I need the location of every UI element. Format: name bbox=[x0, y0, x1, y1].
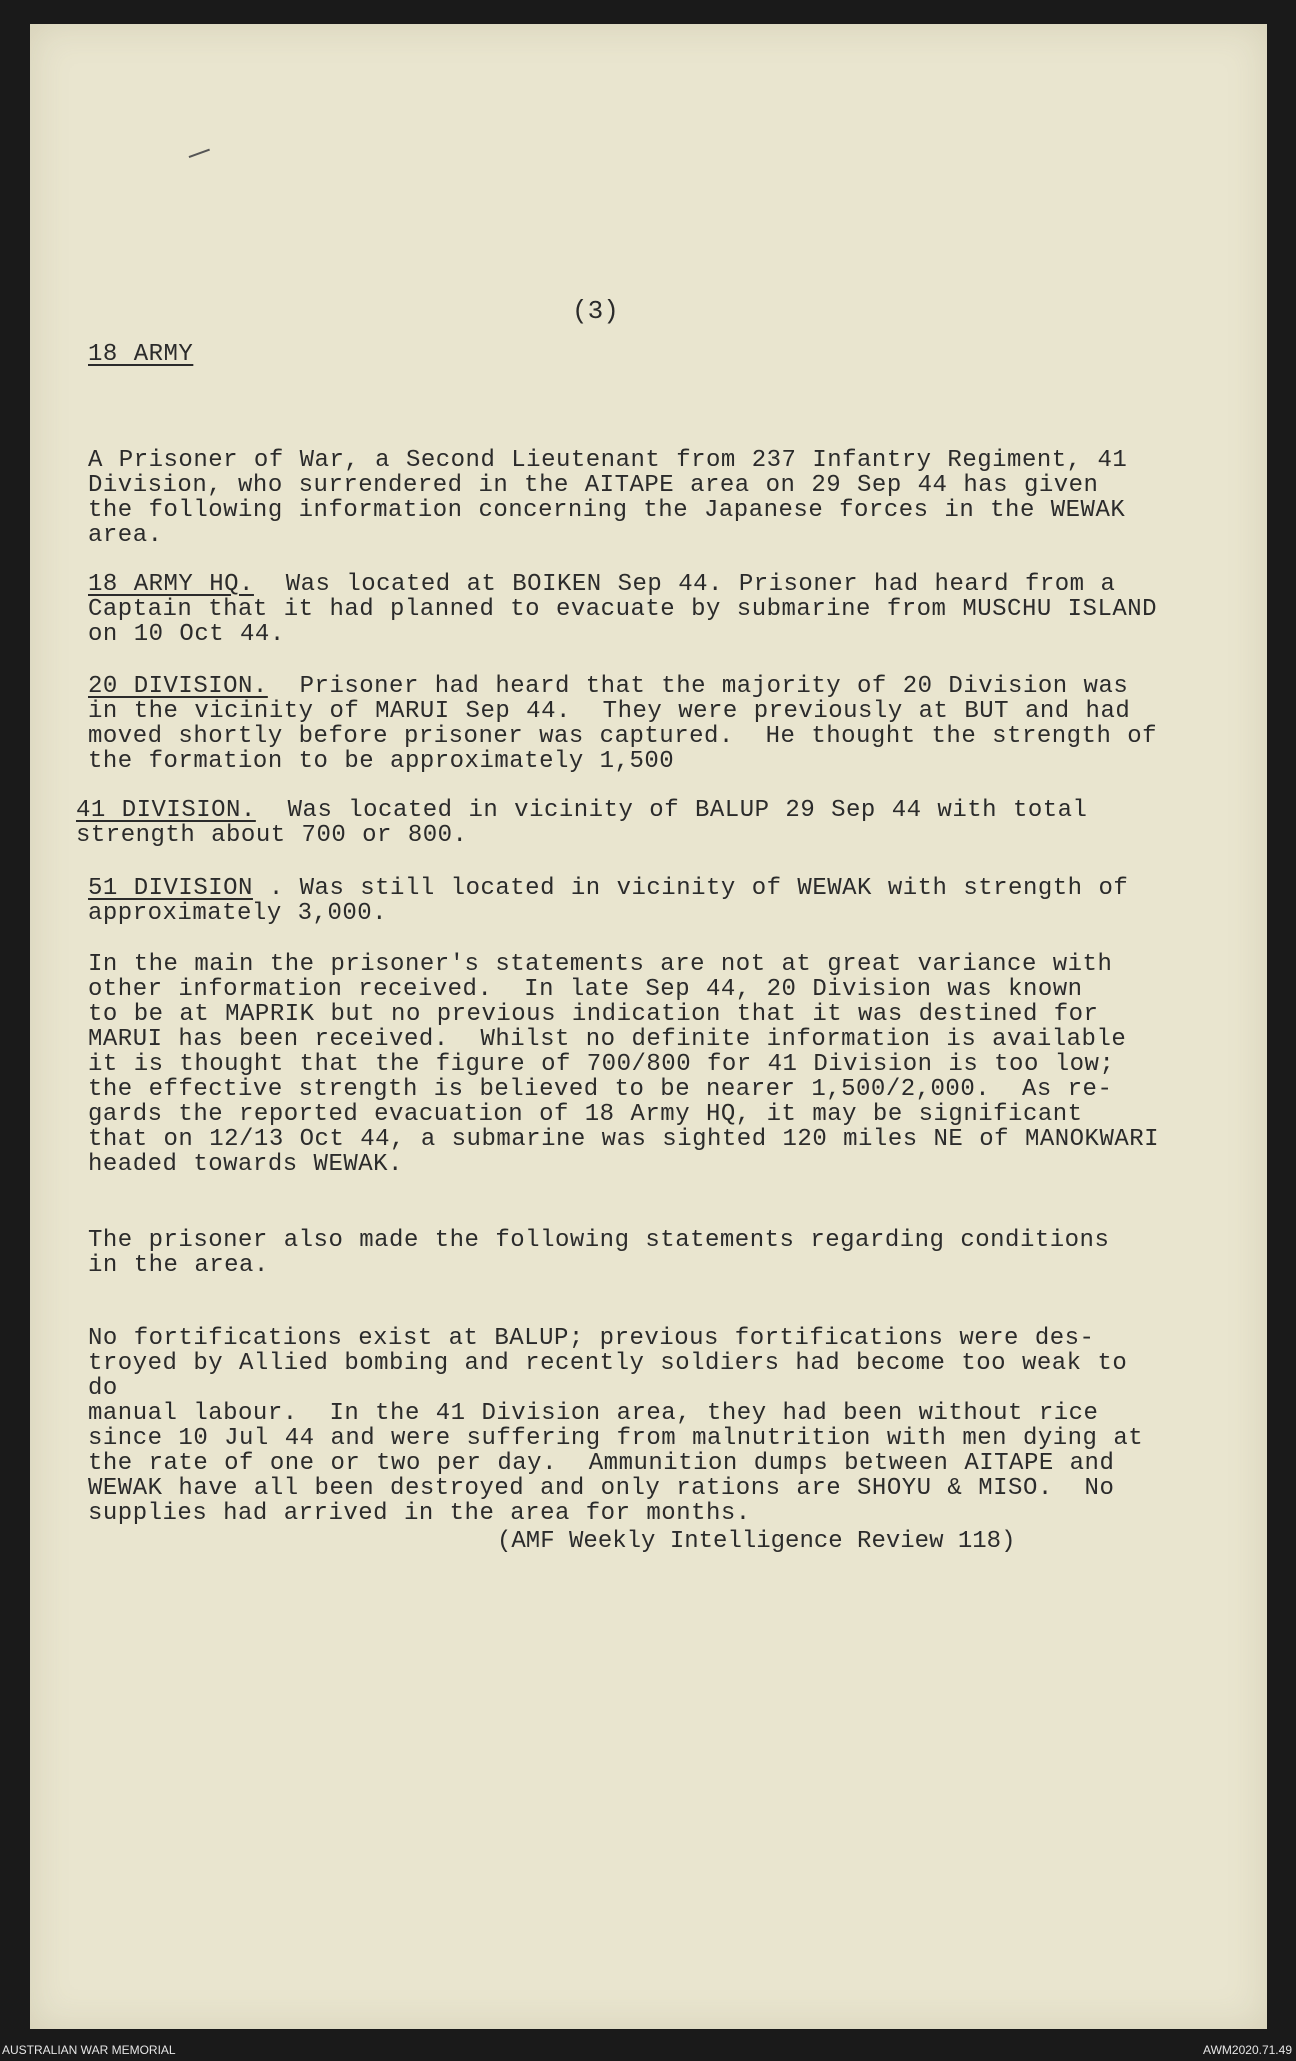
conditions-intro-text: The prisoner also made the following statements regarding conditions in the area. bbox=[88, 1227, 1110, 1279]
source-reference: (AMF Weekly Intelligence Review 118) bbox=[497, 1528, 1016, 1555]
army-hq-label: 18 ARMY HQ. bbox=[88, 571, 254, 598]
assessment-text: In the main the prisoner's statements are not at great variance with other information received. In late Sep 44, 20 Division was known to be at MAPRIK but no previous indication that it was destined for MARUI has been received. Whilst no definite information is available it is thought that the figure of 700/800 for 41 Division is too low; the effective strength is believed to be nearer 1,500/2,000. As re- gards the reported evacuation of 18 Army HQ, it may be significant that on 12/13 Oct 44, a submarine was sighted 120 miles NE of MANOKWARI headed towards WEWAK. bbox=[88, 951, 1160, 1178]
page-number: (3) bbox=[572, 296, 619, 326]
intro-text: A Prisoner of War, a Second Lieutenant from 237 Infantry Regiment, 41 Division, who surrendered in the AITAPE area on 29 Sep 44 has given the following information concerning the Japanese forces in the WEWAK area. bbox=[88, 447, 1128, 549]
assessment-paragraph bbox=[88, 902, 1168, 1202]
division-20-text: Prisoner had heard that the majority of 20 Division was in the vicinity of MARUI Sep 44. They were previously at BUT and had moved shortly before prisoner was captured. He thought the strength of the formation to be approximately 1,500 bbox=[88, 673, 1158, 775]
army-hq-text: Was located at BOIKEN Sep 44. Prisoner had heard from a Captain that it had planned to evacuate by submarine from MUSCHU ISLAND on 10 Oct 44. bbox=[88, 571, 1158, 648]
division-51-label: 51 DIVISION bbox=[88, 875, 253, 902]
division-51-text: . Was still located in vicinity of WEWAK with strength of approximately 3,000. bbox=[88, 875, 1129, 927]
section-heading: 18 ARMY bbox=[88, 341, 194, 368]
division-20-label: 20 DIVISION. bbox=[88, 673, 268, 700]
footer-institution: AUSTRALIAN WAR MEMORIAL bbox=[2, 2043, 176, 2057]
conditions-text: No fortifications exist at BALUP; previous fortifications were des- troyed by Allied bombing and recently soldiers had become too weak to do manual labour. In the 41 Division area, they had been without rice since 10 Jul 44 and were suffering from malnutrition with men dying at the rate of one or two per day. Ammunition dumps between AITAPE and WEWAK have all been destroyed and only rations are SHOYU & MISO. No supplies had arrived in the area for months. bbox=[88, 1325, 1144, 1527]
footer bbox=[0, 2029, 1296, 2061]
division-41-text: Was located in vicinity of BALUP 29 Sep 44 with total strength about 700 or 800. bbox=[76, 797, 1088, 849]
pencil-mark bbox=[189, 149, 214, 168]
footer-accession-number: AWM2020.71.49 bbox=[1203, 2043, 1292, 2057]
conditions-paragraph bbox=[88, 1276, 1168, 1551]
division-41-label: 41 DIVISION. bbox=[76, 797, 256, 824]
